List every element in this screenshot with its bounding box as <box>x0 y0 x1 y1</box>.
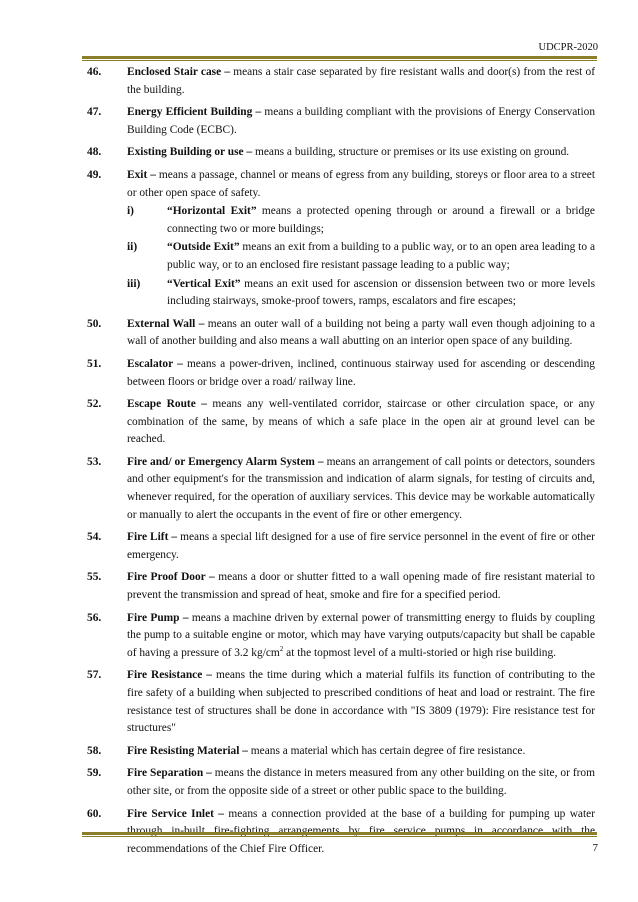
definition-text: means a passage, channel or means of egress from any building, storeys or floor area to a street or other open space of safety. <box>127 168 595 199</box>
definition-text: means a power-driven, inclined, continuous stairway used for ascending or descending between floors or bridge over a road/ railway line. <box>127 357 595 388</box>
definition-term: Fire Resistance – <box>127 669 212 682</box>
definition-term: Energy Efficient Building – <box>127 106 262 119</box>
sub-definition <box>127 276 595 311</box>
sub-numeral: i) <box>127 205 134 218</box>
definition-text: means a building compliant with the provisions of Energy Conservation Building Code (ECBC). <box>127 106 596 136</box>
definition-term: Fire Proof Door – <box>127 571 215 584</box>
definition-text: means a stair case separated by fire resistant walls and door(s) from the rest of the building. <box>127 66 595 96</box>
definition-46 <box>87 64 595 99</box>
definition-text: means any well-ventilated corridor, staircase or other circulation space, or any combination of the same, by means of which a safe place in the open air at ground level can be reached. <box>127 398 596 446</box>
sub-text: means a protected opening through or around a firewall or a bridge connecting two or more buildings; <box>167 205 595 235</box>
definition-term: Escape Route – <box>127 398 207 411</box>
definition-term: Fire Pump – <box>127 611 189 624</box>
sub-numeral: iii) <box>127 277 141 290</box>
definition-56 <box>87 610 595 663</box>
definition-number: 49. <box>87 168 102 181</box>
page-number: 7 <box>592 842 598 854</box>
definition-51 <box>87 356 595 391</box>
definition-54 <box>87 529 595 564</box>
definition-text: means a connection provided at the base of a building for pumping up water recommendations of the Chief Fire Officer. <box>127 807 595 855</box>
definition-number: 56. <box>87 611 102 624</box>
definition-59 <box>87 765 595 800</box>
sub-text: means an exit used for ascension or dissension between two or more levels including stairways, smoke-proof towers, ramps, escalators and fire escapes; <box>167 277 596 308</box>
definition-number: 53. <box>87 455 102 468</box>
definition-text-continued: at the topmost level of a multi-storied or high rise building. <box>283 646 556 659</box>
definition-text: means a machine driven by external power of transmitting energy to fluids by coupling the pump to a suitable engine or motor, which may have varying outputs/capacity but shall be capable of having a pressure of 3.2 kg/cm <box>127 611 595 659</box>
definition-term: Escalator – <box>127 357 183 370</box>
definition-57 <box>87 667 595 737</box>
definition-48 <box>87 144 595 162</box>
document-code: UDCPR-2020 <box>538 42 598 53</box>
definition-49 <box>87 167 595 311</box>
definition-number: 48. <box>87 146 102 159</box>
definition-53 <box>87 454 595 524</box>
definition-term: External Wall – <box>127 317 205 330</box>
sub-term: “Horizontal Exit” <box>167 205 257 218</box>
sub-term: “Vertical Exit” <box>167 277 241 290</box>
bottom-divider <box>82 832 597 837</box>
definition-text: means the distance in meters measured from any other building on the site, or from other site, or from the opposite side of a street or other public space to the building. <box>127 767 595 797</box>
definition-number: 57. <box>87 669 102 682</box>
definition-term: Fire Separation – <box>127 767 212 780</box>
definition-number: 60. <box>87 807 102 820</box>
definition-text: means the time during which a material fulfils its function of contributing to the fire safety of a building when subjected to prescribed conditions of heat and load or restraint. The fire resistance test of structures shall be done in accordance with "IS 3809 (1979): Fire resistance test for structures" <box>127 669 595 735</box>
definition-text: means an arrangement of call points or detectors, sounders and other equipment's for the transmission and indication of alarm signals, for testing of circuits and, whenever required, for the operation of auxiliary services. This device may be workable automatically or manually to alert the occupants in the event of fire or other emergency. <box>127 455 595 521</box>
definition-number: 59. <box>87 767 102 780</box>
definition-55 <box>87 569 595 604</box>
sub-numeral: ii) <box>127 241 138 254</box>
definition-number: 52. <box>87 398 102 411</box>
definition-number: 54. <box>87 531 102 544</box>
definition-term: Fire Resisting Material – <box>127 744 248 757</box>
definition-text: means a material which has certain degree of fire resistance. <box>247 744 526 757</box>
definition-58 <box>87 743 595 761</box>
sub-definition <box>127 203 595 238</box>
definition-term: Exit – <box>127 168 156 181</box>
superscript: 2 <box>279 645 284 654</box>
definition-number: 46. <box>87 66 102 78</box>
definition-text: means a special lift designed for a use of fire service personnel in the event of fire or other emergency. <box>127 531 595 561</box>
top-divider <box>82 56 597 61</box>
definition-number: 55. <box>87 571 102 584</box>
sub-text: means an exit from a building to a public way, or to an open area leading to a public way, or to an enclosed fire resistant passage leading to a public way; <box>167 241 595 271</box>
definition-term: Fire Service Inlet – <box>127 807 224 820</box>
sub-term: “Outside Exit” <box>167 241 240 254</box>
sub-definition <box>127 239 595 274</box>
definition-47 <box>87 104 595 139</box>
definition-text: means a building, structure or premises or its use existing on ground. <box>252 146 570 159</box>
definition-52 <box>87 396 595 449</box>
definition-term: Fire Lift – <box>127 531 178 544</box>
definition-text: means a door or shutter fitted to a wall opening made of fire resistant material to prevent the transmission and spread of heat, smoke and fire for a specified period. <box>127 571 595 602</box>
definition-number: 47. <box>87 106 102 119</box>
definition-term: Existing Building or use – <box>127 146 253 159</box>
definition-text: means an outer wall of a building not being a party wall even though adjoining to a wall of another building and also means a wall abutting on an interior open space of any building. <box>127 317 595 348</box>
definitions-list <box>87 64 595 863</box>
definition-number: 50. <box>87 317 102 330</box>
definition-term: Enclosed Stair case – <box>127 66 231 78</box>
definition-number: 58. <box>87 744 102 757</box>
definition-number: 51. <box>87 357 102 370</box>
definition-term: Fire and/ or Emergency Alarm System – <box>127 455 324 468</box>
definition-50 <box>87 316 595 351</box>
